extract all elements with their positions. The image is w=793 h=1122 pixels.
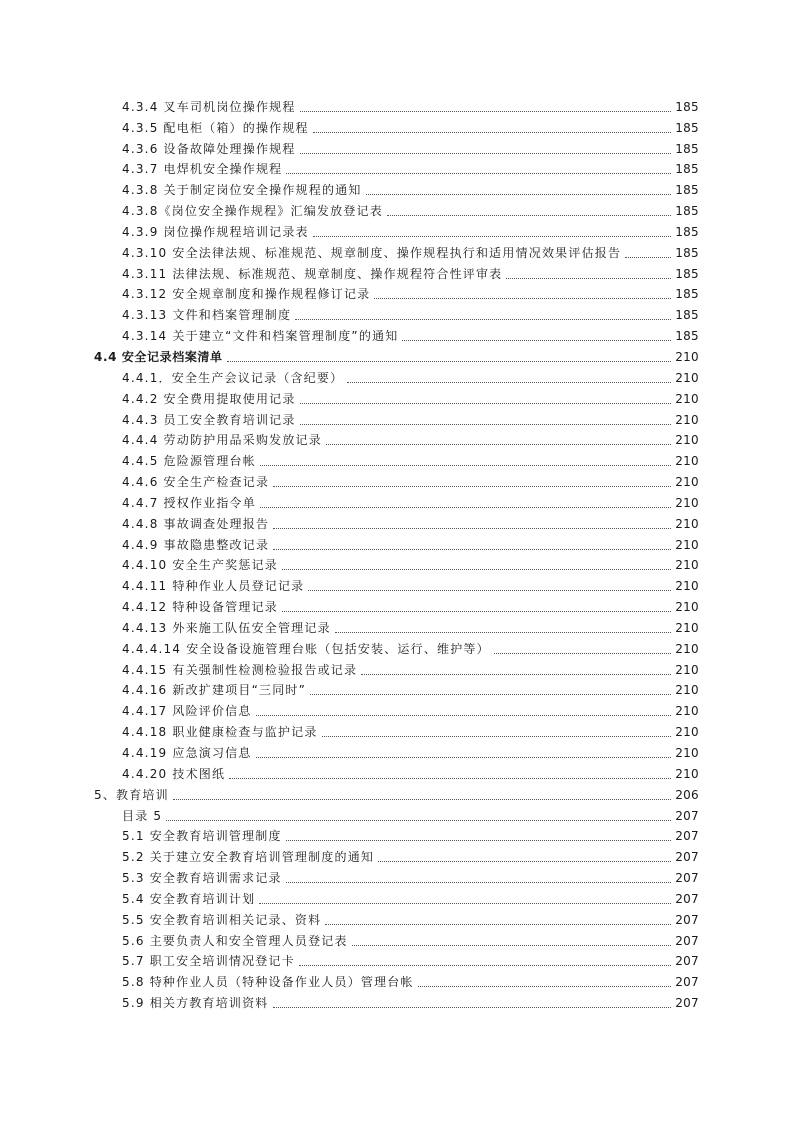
toc-entry-title: 4.3.7 电焊机安全操作规程 xyxy=(122,162,283,177)
toc-entry-title: 5、教育培训 xyxy=(94,787,169,802)
toc-entry-title: 4.4.3 员工安全教育培训记录 xyxy=(122,412,296,427)
toc-entry-page-number: 210 xyxy=(675,704,699,719)
toc-entry[interactable] xyxy=(0,638,793,659)
dot-leader xyxy=(313,131,671,133)
toc-entry-title: 4.3.11 法律法规、标准规范、规章制度、操作规程符合性评审表 xyxy=(122,266,503,281)
toc-entry-page-number: 185 xyxy=(675,183,699,198)
toc-entry-title: 4.4.12 特种设备管理记录 xyxy=(122,600,278,615)
toc-entry-title: 4.3.10 安全法律法规、标准规范、规章制度、操作规程执行和适用情况效果评估报告 xyxy=(122,245,622,260)
toc-entry-title: 4.4.13 外来施工队伍安全管理记录 xyxy=(122,620,331,635)
toc-entry-page-number: 185 xyxy=(675,141,699,156)
toc-entry[interactable] xyxy=(0,888,793,909)
dot-leader xyxy=(273,548,671,550)
dot-leader xyxy=(313,235,671,237)
toc-entry-page-number: 185 xyxy=(675,329,699,344)
toc-entry-page-number: 207 xyxy=(675,933,699,948)
dot-leader xyxy=(256,756,671,758)
toc-entry-page-number: 185 xyxy=(675,204,699,219)
toc-entry-page-number: 210 xyxy=(675,683,699,698)
toc-entry[interactable] xyxy=(0,617,793,638)
dot-leader xyxy=(506,277,671,279)
toc-entry[interactable] xyxy=(0,471,793,492)
dot-leader xyxy=(494,652,671,654)
toc-entry[interactable] xyxy=(0,763,793,784)
toc-entry[interactable] xyxy=(0,742,793,763)
toc-entry[interactable] xyxy=(0,409,793,430)
toc-entry[interactable] xyxy=(0,138,793,159)
toc-entry-title: 5.1 安全教育培训管理制度 xyxy=(122,829,282,844)
toc-entry[interactable] xyxy=(0,513,793,534)
toc-entry[interactable] xyxy=(0,721,793,742)
dot-leader xyxy=(256,714,671,716)
toc-entry-title: 4.3.14 关于建立“文件和档案管理制度”的通知 xyxy=(122,329,399,344)
dot-leader xyxy=(273,485,671,487)
toc-entry[interactable] xyxy=(0,867,793,888)
toc-entry-page-number: 210 xyxy=(675,475,699,490)
toc-entry[interactable] xyxy=(0,346,793,367)
toc-entry-title: 4.4.20 技术图纸 xyxy=(122,766,226,781)
toc-entry-page-number: 210 xyxy=(675,516,699,531)
toc-entry[interactable] xyxy=(0,159,793,180)
toc-entry-title: 4.4.7 授权作业指令单 xyxy=(122,495,256,510)
toc-entry-page-number: 206 xyxy=(675,787,699,802)
toc-entry-title: 4.4.4 劳动防护用品采购发放记录 xyxy=(122,433,322,448)
dot-leader xyxy=(300,423,671,425)
toc-entry-page-number: 185 xyxy=(675,266,699,281)
toc-entry-page-number: 210 xyxy=(675,579,699,594)
toc-entry[interactable] xyxy=(0,951,793,972)
toc-entry-page-number: 210 xyxy=(675,537,699,552)
toc-entry-title: 4.3.12 安全规章制度和操作规程修订记录 xyxy=(122,287,371,302)
toc-entry-page-number: 207 xyxy=(675,871,699,886)
toc-entry-title: 4.4 安全记录档案清单 xyxy=(94,349,223,364)
toc-entry-page-number: 210 xyxy=(675,495,699,510)
dot-leader xyxy=(300,402,671,404)
toc-entry-page-number: 210 xyxy=(675,725,699,740)
toc-entry[interactable] xyxy=(0,492,793,513)
toc-entry-page-number: 185 xyxy=(675,245,699,260)
toc-entry-title: 4.4.19 应急演习信息 xyxy=(122,746,252,760)
toc-entry-title: 4.3.4 叉车司机岗位操作规程 xyxy=(122,99,296,114)
dot-leader xyxy=(286,839,671,841)
dot-leader xyxy=(173,798,671,800)
dot-leader xyxy=(229,777,671,779)
dot-leader xyxy=(326,443,671,445)
toc-entry-page-number: 207 xyxy=(675,954,699,969)
dot-leader xyxy=(310,693,671,695)
toc-entry-title: 4.3.8 关于制定岗位安全操作规程的通知 xyxy=(122,183,362,198)
toc-entry-page-number: 210 xyxy=(675,662,699,677)
toc-entry-title: 4.3.8《岗位安全操作规程》汇编发放登记表 xyxy=(122,204,383,219)
toc-entry-title: 4.3.13 文件和档案管理制度 xyxy=(122,308,292,323)
toc-entry-page-number: 210 xyxy=(675,766,699,781)
toc-entry-title: 4.4.17 风险评价信息 xyxy=(122,704,252,719)
dot-leader xyxy=(352,944,671,946)
toc-entry[interactable] xyxy=(0,992,793,1013)
dot-leader xyxy=(300,110,671,112)
dot-leader xyxy=(299,964,671,966)
dot-leader xyxy=(282,568,671,570)
toc-entry-page-number: 207 xyxy=(675,850,699,865)
toc-entry[interactable] xyxy=(0,784,793,805)
toc-entry-page-number: 210 xyxy=(675,600,699,615)
toc-entry-title: 4.4.15 有关强制性检测检验报告或记录 xyxy=(122,662,358,677)
toc-entry[interactable] xyxy=(0,325,793,346)
toc-entry-page-number: 207 xyxy=(675,808,699,823)
toc-entry[interactable] xyxy=(0,284,793,305)
toc-entry-title: 5.9 相关方教育培训资料 xyxy=(122,996,269,1011)
toc-entry-title: 5.4 安全教育培训计划 xyxy=(122,891,256,906)
toc-entry[interactable] xyxy=(0,388,793,409)
toc-entry[interactable] xyxy=(0,221,793,242)
dot-leader xyxy=(260,506,671,508)
toc-entry[interactable] xyxy=(0,534,793,555)
toc-entry-page-number: 210 xyxy=(675,454,699,469)
toc-entry-title: 5.3 安全教育培训需求记录 xyxy=(122,871,282,886)
dot-leader xyxy=(273,1006,672,1008)
toc-entry-title: 4.4.1．安全生产会议记录（含纪要） xyxy=(122,370,344,385)
toc-entry[interactable] xyxy=(0,700,793,721)
toc-entry-title: 4.4.16 新改扩建项目“三同时” xyxy=(122,683,307,698)
toc-entry[interactable] xyxy=(0,846,793,867)
toc-entry[interactable] xyxy=(0,450,793,471)
dot-leader xyxy=(374,297,671,299)
toc-entry-title: 5.2 关于建立安全教育培训管理制度的通知 xyxy=(122,850,375,865)
toc-entry-page-number: 207 xyxy=(675,912,699,927)
dot-leader xyxy=(402,339,671,341)
toc-entry[interactable] xyxy=(0,304,793,325)
dot-leader xyxy=(259,902,671,904)
dot-leader xyxy=(378,860,671,862)
toc-entry[interactable] xyxy=(0,430,793,451)
toc-entry[interactable] xyxy=(0,242,793,263)
dot-leader xyxy=(300,152,671,154)
toc-entry[interactable] xyxy=(0,971,793,992)
toc-entry[interactable] xyxy=(0,909,793,930)
toc-entry-page-number: 185 xyxy=(675,287,699,302)
toc-entry-title: 4.4.6 安全生产检查记录 xyxy=(122,475,270,490)
toc-entry[interactable] xyxy=(0,575,793,596)
toc-entry-title: 4.3.6 设备故障处理操作规程 xyxy=(122,141,296,156)
table-of-contents xyxy=(0,96,793,1013)
toc-entry[interactable] xyxy=(0,930,793,951)
toc-entry-title: 4.3.5 配电柜（箱）的操作规程 xyxy=(122,120,309,135)
dot-leader xyxy=(325,923,671,925)
toc-entry-page-number: 207 xyxy=(675,975,699,990)
toc-entry[interactable] xyxy=(0,805,793,826)
dot-leader xyxy=(260,464,671,466)
toc-entry-title: 5.8 特种作业人员（特种设备作业人员）管理台帐 xyxy=(122,975,414,990)
toc-entry-title: 5.7 职工安全培训情况登记卡 xyxy=(122,954,295,969)
toc-entry[interactable] xyxy=(0,826,793,847)
toc-entry[interactable] xyxy=(0,680,793,701)
toc-entry-title: 4.4.8 事故调查处理报告 xyxy=(122,516,270,531)
dot-leader xyxy=(273,527,671,529)
dot-leader xyxy=(295,318,671,320)
toc-entry-title: 4.4.18 职业健康检查与监护记录 xyxy=(122,725,318,740)
dot-leader xyxy=(418,985,671,987)
toc-entry-page-number: 210 xyxy=(675,349,699,364)
toc-entry-title: 5.6 主要负责人和安全管理人员登记表 xyxy=(122,933,348,948)
toc-entry-page-number: 185 xyxy=(675,162,699,177)
toc-entry[interactable] xyxy=(0,555,793,576)
dot-leader xyxy=(308,589,671,591)
toc-entry-title: 4.3.9 岗位操作规程培训记录表 xyxy=(122,224,309,239)
toc-entry-page-number: 210 xyxy=(675,412,699,427)
toc-entry-title: 5.5 安全教育培训相关记录、资料 xyxy=(122,912,322,927)
dot-leader xyxy=(347,381,671,383)
toc-entry-title: 4.4.10 安全生产奖惩记录 xyxy=(122,558,278,573)
toc-entry-page-number: 207 xyxy=(675,891,699,906)
toc-entry[interactable] xyxy=(0,263,793,284)
toc-entry-page-number: 210 xyxy=(675,746,699,760)
toc-entry-page-number: 185 xyxy=(675,224,699,239)
dot-leader xyxy=(387,214,671,216)
toc-entry[interactable] xyxy=(0,96,793,117)
dot-leader xyxy=(366,193,671,195)
dot-leader xyxy=(361,673,671,675)
toc-entry-title: 4.4.2 安全费用提取使用记录 xyxy=(122,391,296,406)
toc-entry[interactable] xyxy=(0,117,793,138)
dot-leader xyxy=(166,819,671,821)
toc-entry-page-number: 210 xyxy=(675,370,699,385)
toc-entry[interactable] xyxy=(0,200,793,221)
dot-leader xyxy=(282,610,671,612)
toc-entry-title: 4.4.9 事故隐患整改记录 xyxy=(122,537,270,552)
toc-entry[interactable] xyxy=(0,596,793,617)
dot-leader xyxy=(322,735,671,737)
toc-entry-page-number: 210 xyxy=(675,641,699,656)
toc-entry-page-number: 185 xyxy=(675,308,699,323)
toc-entry-page-number: 185 xyxy=(675,120,699,135)
dot-leader xyxy=(286,881,671,883)
toc-entry-page-number: 210 xyxy=(675,433,699,448)
toc-entry-page-number: 207 xyxy=(675,829,699,844)
dot-leader xyxy=(286,172,671,174)
toc-entry-title: 4.4.4.14 安全设备设施管理台账（包括安装、运行、维护等） xyxy=(122,641,490,656)
toc-entry-page-number: 210 xyxy=(675,391,699,406)
dot-leader xyxy=(335,631,671,633)
toc-entry-page-number: 207 xyxy=(675,996,699,1011)
toc-entry-title: 4.4.5 危险源管理台帐 xyxy=(122,454,256,469)
toc-entry-page-number: 210 xyxy=(675,558,699,573)
dot-leader xyxy=(227,360,671,362)
toc-entry-title: 目录 5 xyxy=(122,808,163,823)
toc-entry[interactable] xyxy=(0,179,793,200)
dot-leader xyxy=(625,256,671,258)
toc-entry[interactable] xyxy=(0,367,793,388)
toc-entry-page-number: 185 xyxy=(675,99,699,114)
toc-entry-title: 4.4.11 特种作业人员登记记录 xyxy=(122,579,305,594)
toc-entry[interactable] xyxy=(0,659,793,680)
toc-entry-page-number: 210 xyxy=(675,620,699,635)
